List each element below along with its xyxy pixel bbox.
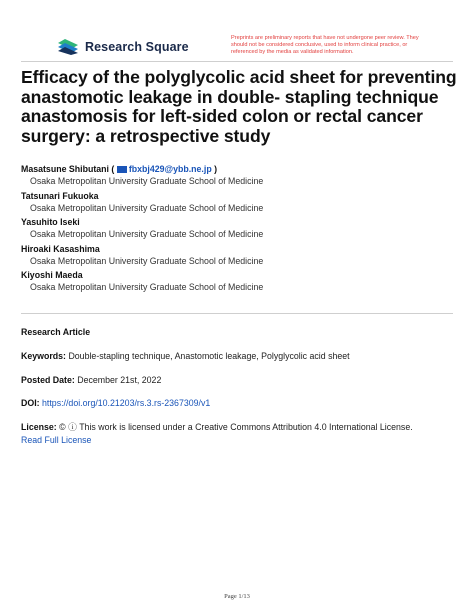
envelope-icon xyxy=(117,166,127,173)
posted-label: Posted Date: xyxy=(21,375,75,385)
page-number: Page 1/13 xyxy=(224,593,250,600)
article-type: Research Article xyxy=(21,327,91,337)
author-email[interactable]: fbxbj429@ybb.ne.jp xyxy=(117,164,212,174)
read-full-license-link[interactable]: Read Full License xyxy=(21,435,92,445)
research-square-logo-icon xyxy=(57,38,79,56)
cc-by-icon: © ⓘ xyxy=(59,422,77,432)
keywords-value: Double-stapling technique, Anastomotic leakage, Polyglycolic acid sheet xyxy=(68,351,350,361)
author-name: Hiroaki Kasashima xyxy=(21,243,100,254)
author-affiliation: Osaka Metropolitan University Graduate School of Medicine xyxy=(30,176,264,186)
brand-logo[interactable] xyxy=(57,38,189,56)
section-divider xyxy=(21,313,453,314)
author-name: Masatsune Shibutani ( fbxbj429@ybb.ne.jp ) xyxy=(21,164,218,174)
author-name: Kiyoshi Maeda xyxy=(21,270,83,280)
author-affiliation: Osaka Metropolitan University Graduate School of Medicine xyxy=(30,282,264,292)
keywords-label: Keywords: xyxy=(21,351,66,361)
header-divider xyxy=(21,61,453,62)
author-affiliation: Osaka Metropolitan University Graduate School of Medicine xyxy=(30,229,264,239)
keywords xyxy=(21,351,350,361)
author-affiliation: Osaka Metropolitan University Graduate School of Medicine xyxy=(30,202,264,213)
preprint-notice: Preprints are preliminary reports that have not undergone peer review. They should not be considered conclusive, used to inform clinical practice, or referenced by the media as validated information. xyxy=(231,35,419,56)
doi-label: DOI: xyxy=(21,398,40,408)
license xyxy=(21,421,413,447)
paper-title: Efficacy of the polyglycolic acid sheet for preventing anastomotic leakage in double- stapling technique anastomosis for left-sided colon or rectal cancer surgery: a retrospective study xyxy=(21,67,457,146)
author-name: Tatsunari Fukuoka xyxy=(21,190,99,201)
brand-name: Research Square xyxy=(85,40,189,54)
doi-link[interactable]: https://doi.org/10.21203/rs.3.rs-2367309/v1 xyxy=(42,398,211,408)
doi xyxy=(21,398,210,408)
posted-date xyxy=(21,375,161,385)
posted-value: December 21st, 2022 xyxy=(77,375,162,385)
author-list xyxy=(21,163,461,296)
license-label: License: xyxy=(21,422,57,432)
author-name: Yasuhito Iseki xyxy=(21,217,80,227)
license-text: This work is licensed under a Creative Commons Attribution 4.0 International License. xyxy=(79,422,413,432)
author-affiliation: Osaka Metropolitan University Graduate School of Medicine xyxy=(30,255,264,266)
